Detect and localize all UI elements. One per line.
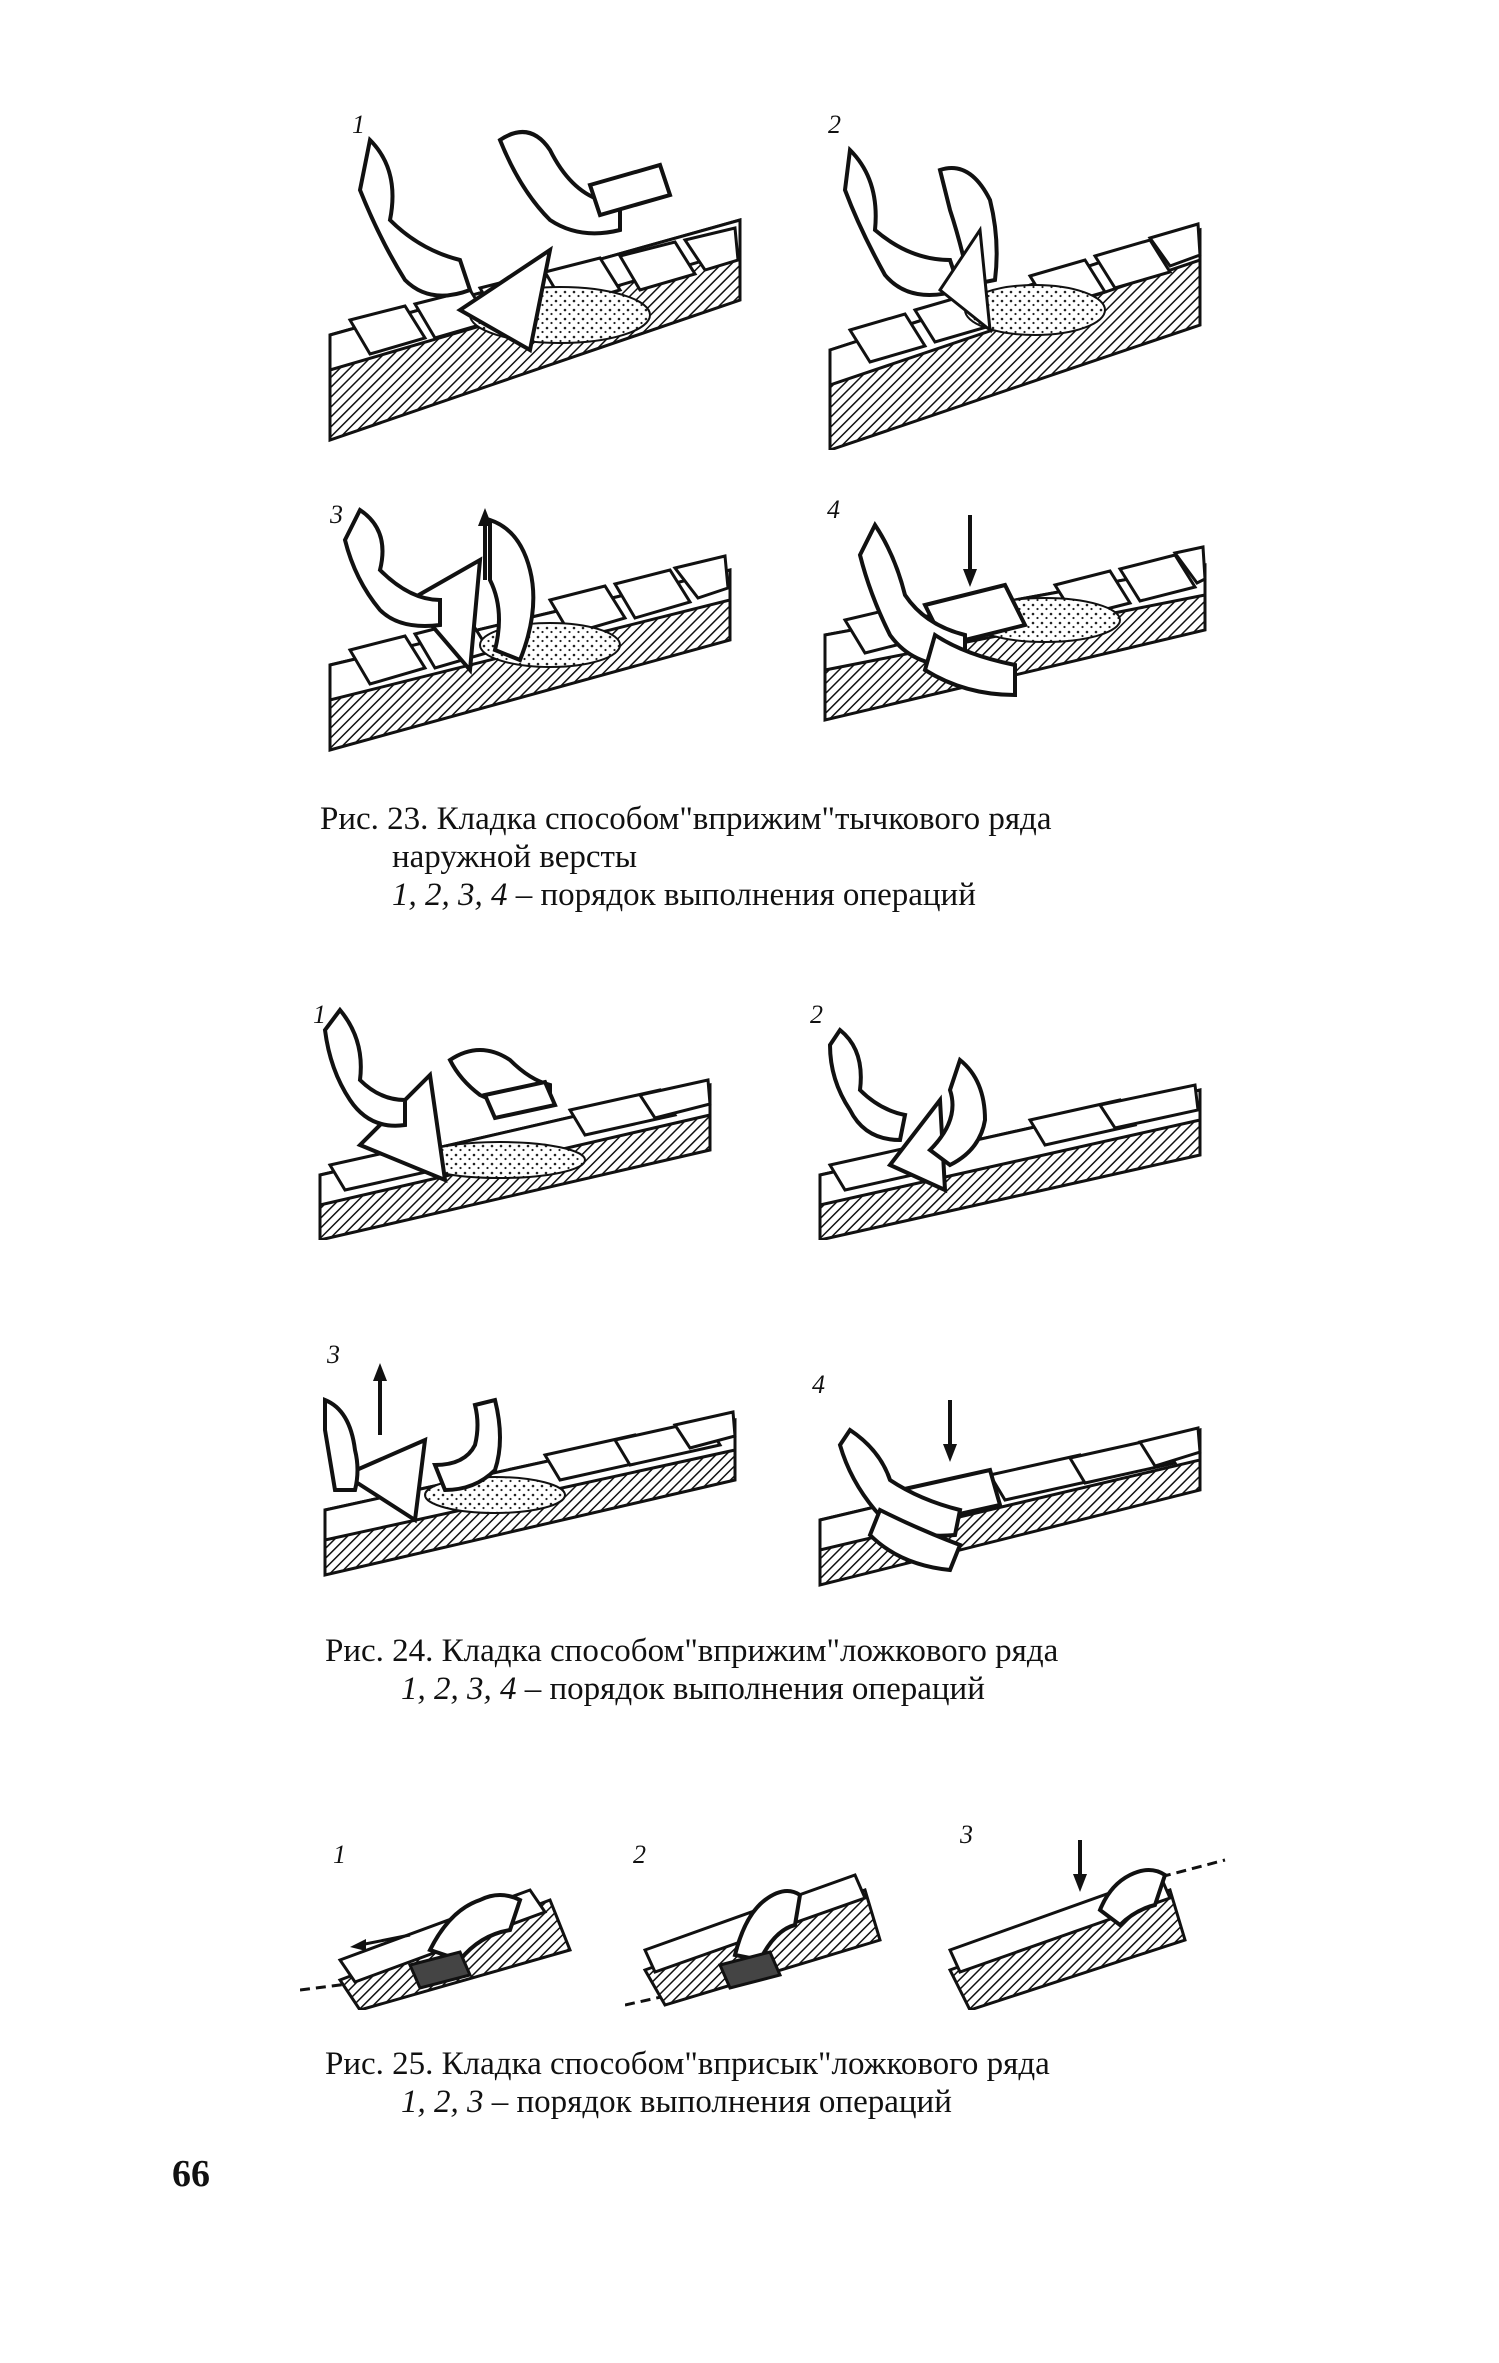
fig23-caption [320, 800, 1052, 914]
fig24-panel-number-4: 4 [812, 1370, 825, 1399]
fig25-panel-3 [930, 1820, 1230, 2010]
fig25-panel-number-2: 2 [633, 1840, 646, 1869]
fig24-panel-4 [810, 1370, 1210, 1600]
bricklaying-illustration [625, 1830, 895, 2010]
fig24-panel-number-3: 3 [327, 1340, 340, 1369]
fig23-panel-4 [815, 495, 1215, 745]
bricklaying-illustration [315, 1340, 745, 1580]
fig24-panel-3 [315, 1340, 745, 1580]
fig23-panel-number-4: 4 [827, 495, 840, 524]
fig25-legend-numbers: 1, 2, 3 [401, 2084, 484, 2120]
fig24-caption [325, 1632, 1058, 1708]
bricklaying-illustration [930, 1820, 1230, 2010]
fig23-caption-subtitle: наружной версты [392, 839, 638, 875]
bricklaying-illustration [310, 1000, 730, 1240]
fig24-legend-text: – порядок выполнения операций [524, 1671, 985, 1707]
fig23-panel-1 [320, 110, 760, 470]
fig23-panel-number-2: 2 [828, 110, 841, 139]
fig23-panel-number-1: 1 [352, 110, 365, 139]
fig25-caption-legend [325, 2083, 1050, 2121]
bricklaying-illustration [815, 495, 1215, 745]
fig25-caption [325, 2045, 1050, 2121]
fig23-legend-numbers: 1, 2, 3, 4 [392, 877, 508, 913]
bricklaying-illustration [320, 110, 760, 470]
fig25-panel-number-1: 1 [333, 1840, 346, 1869]
fig23-panel-3 [320, 500, 740, 760]
bricklaying-illustration [820, 110, 1220, 450]
fig23-panel-number-3: 3 [330, 500, 343, 529]
bricklaying-illustration [810, 1000, 1210, 1240]
fig24-panel-number-1: 1 [313, 1000, 326, 1029]
bricklaying-illustration [810, 1370, 1210, 1600]
page-number: 66 [172, 2153, 210, 2195]
fig24-panel-2 [810, 1000, 1210, 1240]
fig23-legend-text: – порядок выполнения операций [515, 877, 976, 913]
fig23-caption-title: Рис. 23. Кладка способом"вприжим"тычкового ряда [320, 801, 1052, 837]
fig24-panel-number-2: 2 [810, 1000, 823, 1029]
fig24-caption-legend [325, 1670, 1058, 1708]
fig23-caption-legend [320, 876, 1052, 914]
fig25-panel-1 [300, 1840, 600, 2010]
fig25-legend-text: – порядок выполнения операций [491, 2084, 952, 2120]
fig25-caption-title: Рис. 25. Кладка способом"вприсык"ложкового ряда [325, 2046, 1050, 2082]
fig24-caption-title: Рис. 24. Кладка способом"вприжим"ложкового ряда [325, 1633, 1059, 1669]
fig25-panel-2 [625, 1830, 895, 2010]
bricklaying-illustration [320, 500, 740, 760]
fig24-legend-numbers: 1, 2, 3, 4 [401, 1671, 517, 1707]
fig23-panel-2 [820, 110, 1220, 450]
fig24-panel-1 [310, 1000, 730, 1240]
fig25-panel-number-3: 3 [960, 1820, 973, 1849]
